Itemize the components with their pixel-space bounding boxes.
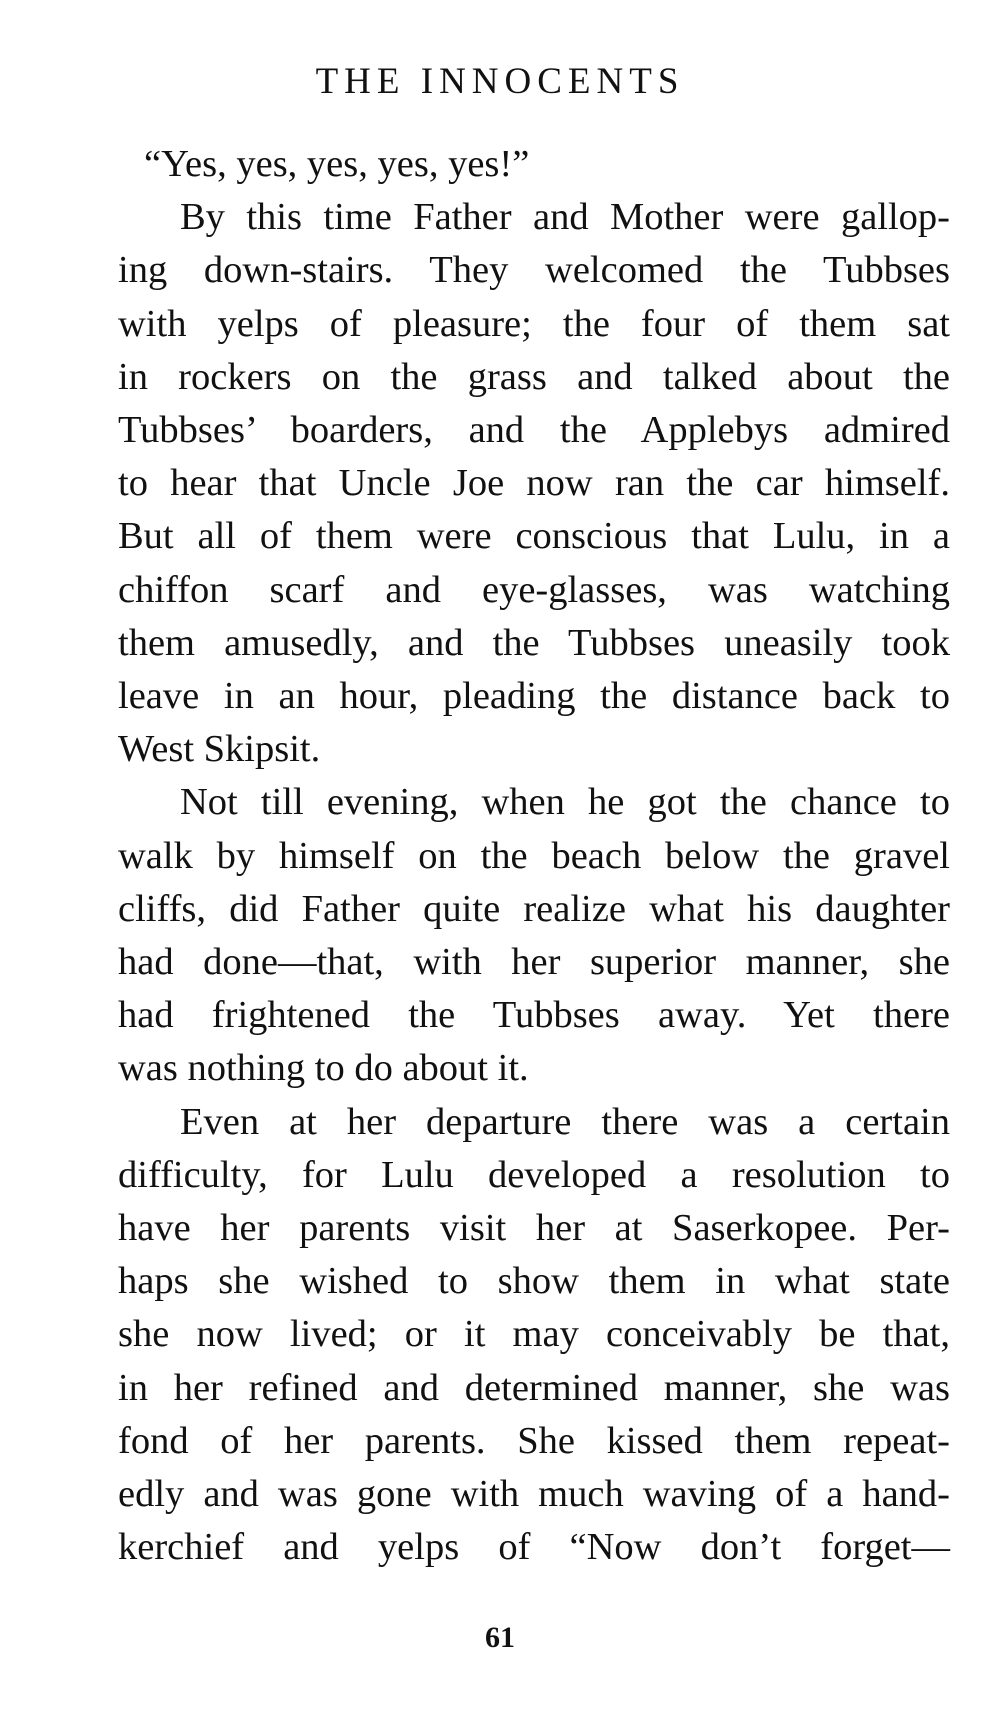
text-line: “Yes, yes, yes, yes, yes!” bbox=[144, 143, 530, 185]
text-line: difficulty, for Lulu developed a resolution to bbox=[118, 1153, 950, 1196]
paragraph-2 bbox=[70, 191, 950, 776]
running-head: THE INNOCENTS bbox=[315, 61, 685, 102]
page-number: 61 bbox=[485, 1621, 515, 1654]
text-line: cliffs, did Father quite realize what his daughter bbox=[118, 887, 950, 930]
paragraph-4 bbox=[70, 1096, 950, 1575]
text-line: West Skipsit. bbox=[118, 728, 321, 771]
paragraph-3 bbox=[70, 776, 950, 1095]
text-line: kerchief and yelps of “Now don’t forget— bbox=[118, 1526, 950, 1569]
text-line: had done—that, with her superior manner, she bbox=[118, 941, 950, 984]
text-line: edly and was gone with much waving of a hand- bbox=[118, 1473, 950, 1516]
text-line: walk by himself on the beach below the gravel bbox=[118, 834, 950, 877]
text-line: them amusedly, and the Tubbses uneasily took bbox=[118, 621, 950, 664]
text-line: with yelps of pleasure; the four of them sat bbox=[118, 302, 950, 345]
text-line: fond of her parents. She kissed them repeat- bbox=[118, 1419, 950, 1462]
text-line: But all of them were conscious that Lulu, in a bbox=[118, 515, 950, 558]
text-line: chiffon scarf and eye-glasses, was watching bbox=[118, 568, 950, 611]
text-line: Not till evening, when he got the chance to bbox=[180, 781, 950, 824]
text-line: Tubbses’ boarders, and the Applebys admired bbox=[118, 409, 950, 452]
text-line: haps she wished to show them in what state bbox=[118, 1260, 950, 1303]
text-line: in rockers on the grass and talked about the bbox=[118, 355, 950, 398]
text-line: in her refined and determined manner, she was bbox=[118, 1366, 950, 1409]
text-line: was nothing to do about it. bbox=[118, 1047, 529, 1090]
body-text bbox=[70, 138, 950, 1574]
text-line: Even at her departure there was a certain bbox=[180, 1100, 950, 1143]
paragraph-1 bbox=[70, 138, 950, 191]
text-line: By this time Father and Mother were gallop- bbox=[180, 196, 950, 239]
text-line: had frightened the Tubbses away. Yet there bbox=[118, 994, 950, 1037]
text-line: ing down-stairs. They welcomed the Tubbses bbox=[118, 249, 950, 292]
text-line: have her parents visit her at Saserkopee. Per- bbox=[118, 1207, 950, 1250]
text-line: she now lived; or it may conceivably be that, bbox=[118, 1313, 950, 1356]
text-line: to hear that Uncle Joe now ran the car himself. bbox=[118, 462, 950, 505]
text-line: leave in an hour, pleading the distance back to bbox=[118, 675, 950, 718]
